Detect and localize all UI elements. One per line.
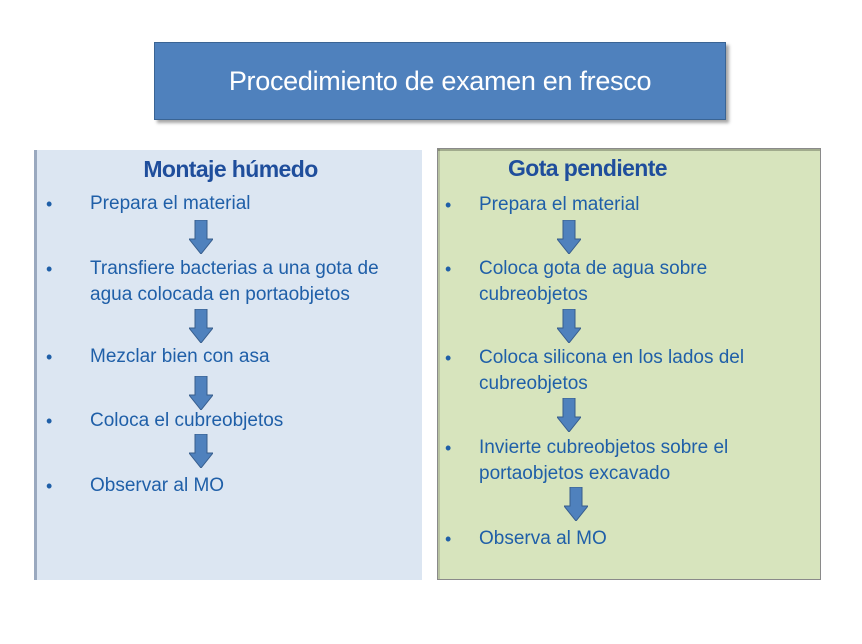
down-arrow-icon <box>189 376 213 410</box>
left-step-5-text: Observar al MO <box>90 475 225 496</box>
right-step-1-text: Prepara el material <box>479 194 640 215</box>
bullet-icon: • <box>46 411 53 431</box>
down-arrow-icon <box>557 220 581 254</box>
right-step-3-text-line1: Coloca silicona en los lados del <box>479 347 745 368</box>
left-step-2-text-line1: Transfiere bacterias a una gota de <box>90 258 379 279</box>
right-step-2-text-line1: Coloca gota de agua sobre <box>479 258 708 279</box>
right-step-2-text-line2: cubreobjetos <box>479 284 588 305</box>
right-step-4-text-line2: portaobjetos excavado <box>479 463 671 484</box>
bullet-icon: • <box>46 259 53 279</box>
bullet-icon: • <box>445 529 452 549</box>
right-step-5-text: Observa al MO <box>479 528 607 549</box>
bullet-icon: • <box>445 259 452 279</box>
left-step-4-text: Coloca el cubreobjetos <box>90 410 284 431</box>
left-step-3-text: Mezclar bien con asa <box>90 346 270 367</box>
bullet-icon: • <box>46 194 53 214</box>
down-arrow-icon <box>557 309 581 343</box>
panel-heading-gota-pendiente: Gota pendiente <box>508 155 668 181</box>
bullet-icon: • <box>46 476 53 496</box>
left-step-1-text: Prepara el material <box>90 193 251 214</box>
diagram-title: Procedimiento de examen en fresco <box>154 42 726 120</box>
bullet-icon: • <box>445 438 452 458</box>
down-arrow-icon <box>189 309 213 343</box>
left-step-2-text-line2: agua colocada en portaobjetos <box>90 284 350 305</box>
bullet-icon: • <box>445 195 452 215</box>
right-step-4-text-line1: Invierte cubreobjetos sobre el <box>479 437 729 458</box>
bullet-icon: • <box>445 348 452 368</box>
bullet-icon: • <box>46 347 53 367</box>
down-arrow-icon <box>189 220 213 254</box>
down-arrow-icon <box>189 434 213 468</box>
panel-heading-montaje-humedo: Montaje húmedo <box>143 156 318 182</box>
right-step-3-text-line2: cubreobjetos <box>479 373 588 394</box>
down-arrow-icon <box>564 487 588 521</box>
down-arrow-icon <box>557 398 581 432</box>
